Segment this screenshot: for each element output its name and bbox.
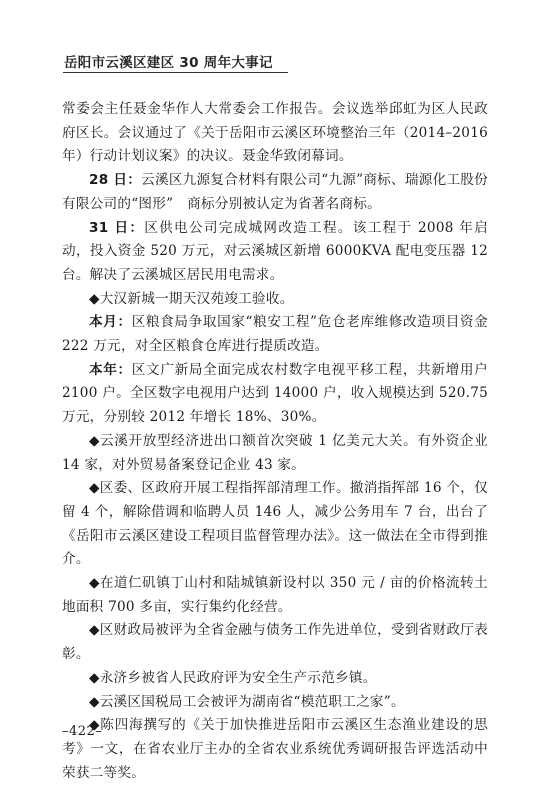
running-header-title: 岳阳市云溪区建区 30 周年大事记 [64, 55, 273, 71]
paragraph [62, 98, 488, 169]
paragraph-text: 区供电公司完成城网改造工程。该工程于 2008 年启动，投入资金 520 万元，对云溪城区新增 6000KVA 配电变压器 12 台。解决了云溪城区居民用电需求。 [62, 219, 488, 283]
paragraph-text: ◆永济乡被省人民政府评为安全生产示范乡镇。 [89, 669, 377, 686]
paragraph [62, 169, 488, 216]
date-label: 本月： [89, 314, 132, 331]
page-number: –422– [62, 724, 103, 739]
paragraph-text: ◆区财政局被评为全省金融与债务工作先进单位，受到省财政厅表彰。 [62, 622, 488, 663]
paragraph-text: 云溪区九源复合材料有限公司“九源”商标、瑞源化工股份有限公司的“图形” 商标分别被认定为省著名商标。 [62, 172, 488, 212]
paragraph [62, 714, 488, 785]
page-body [62, 98, 488, 785]
paragraph-text: 区文广新局全面完成农村数字电视平移工程，共新增用户 2100 户。全区数字电视用户达到 14000 户，收入规模达到 520.75 万元，分别较 2012 年增长 18%、30%。 [62, 361, 488, 426]
paragraph-text: ◆云溪区国税局工会被评为湖南省“模范职工之家”。 [89, 693, 405, 710]
date-label: 28 日： [89, 172, 142, 189]
paragraph-text: ◆陈四海撰写的《关于加快推进岳阳市云溪区生态渔业建设的思考》一文，在省农业厅主办的全省农业系统优秀调研报告评选活动中荣获二等奖。 [62, 717, 488, 781]
paragraph-text: 常委会主任聂金华作人大常委会工作报告。会议选举邱虹为区人民政府区长。会议通过了《关于岳阳市云溪区环境整治三年（2014–2016年）行动计划议案》的决议。聂金华致闭幕词。 [62, 101, 488, 165]
paragraph [62, 691, 488, 715]
paragraph [62, 572, 488, 619]
paragraph-text: ◆区委、区政府开展工程指挥部清理工作。撤消指挥部 16 个，仅留 4 个，解除借调和临聘人员 146 人，减少公务用车 7 台，出台了《岳阳市云溪区建设工程项目监督管理办法》。这一做法在全市得到推介。 [62, 480, 488, 568]
paragraph [62, 217, 488, 288]
date-label: 31 日： [89, 219, 145, 236]
paragraph [62, 430, 488, 477]
paragraph [62, 359, 488, 430]
paragraph [62, 288, 488, 312]
paragraph [62, 311, 488, 358]
paragraph-text: ◆云溪开放型经济进出口额首次突破 1 亿美元大关。有外资企业 14 家，对外贸易备案登记企业 43 家。 [62, 432, 488, 473]
paragraph-text: ◆大汉新城一期天汉苑竣工验收。 [89, 290, 294, 307]
paragraph [62, 619, 488, 666]
paragraph [62, 477, 488, 572]
paragraph-text: ◆在道仁矶镇丁山村和陆城镇新设村以 350 元 / 亩的价格流转土地面积 700 多亩，实行集约化经营。 [62, 575, 488, 615]
paragraph [62, 667, 488, 691]
paragraph-text: 区粮食局争取国家“粮安工程”危仓老库维修改造项目资金 222 万元，对全区粮食仓库进行提质改造。 [62, 314, 489, 355]
header-rule [63, 72, 288, 73]
date-label: 本年： [89, 361, 132, 378]
